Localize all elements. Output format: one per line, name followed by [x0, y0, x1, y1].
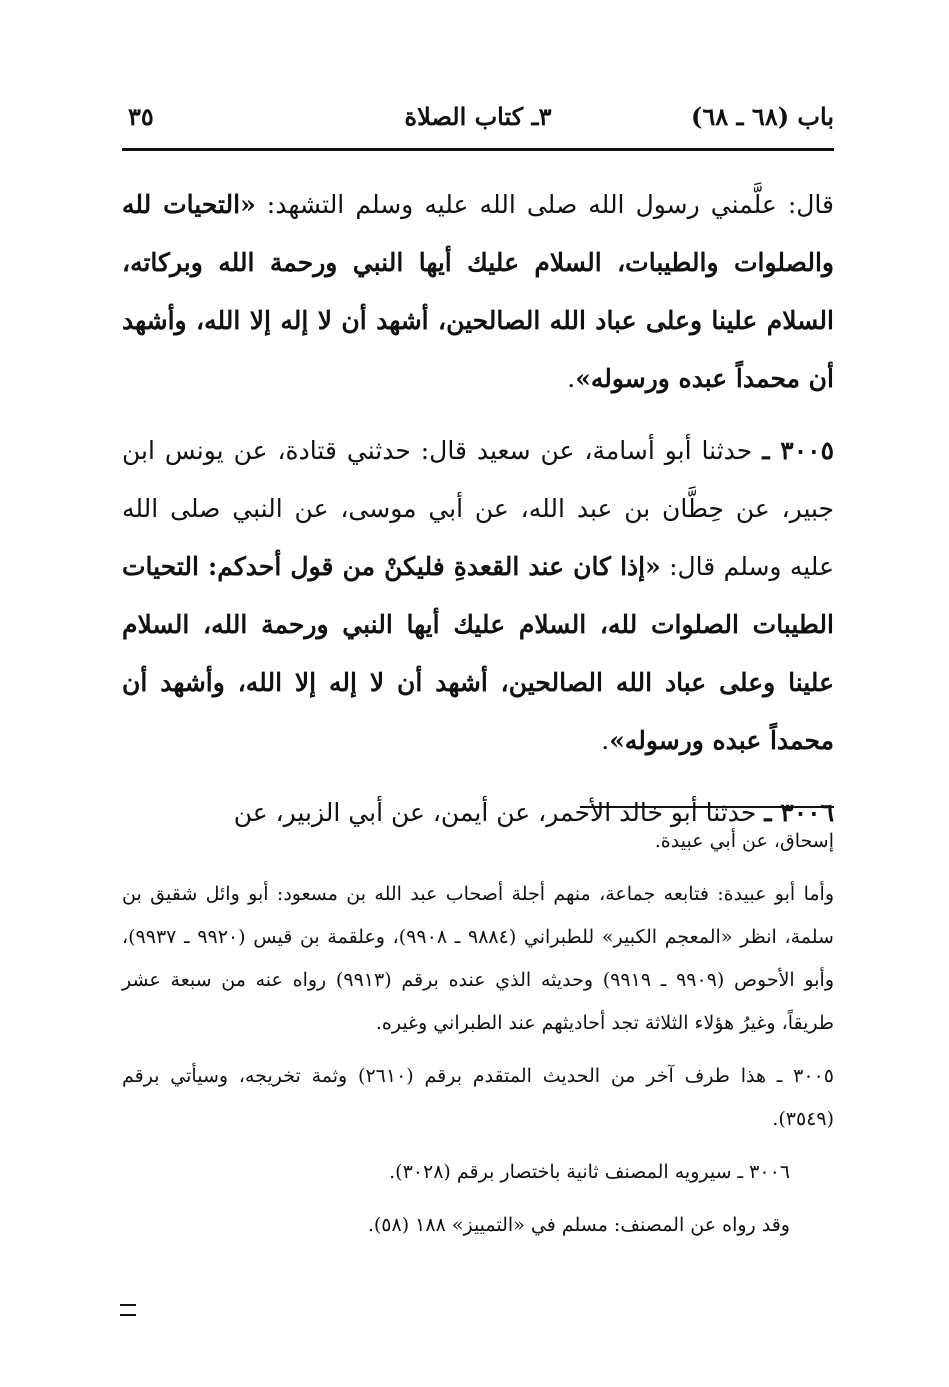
footnote: وقد رواه عن المصنف: مسلم في «التمييز» ١٨٨ (٥٨). — [367, 1214, 790, 1236]
footnote: إسحاق، عن أبي عبيدة. — [654, 830, 834, 852]
hadith-quote: «إذا كان عند القعدةِ فليكنْ من قول أحدكم: التحيات الطيبات الصلوات لله، السلام عليك أيها النبي ورحمة الله، السلام علينا وعلى عباد الله الصالحين، أشهد أن لا إله إلا الله، وأشهد أن محمداً عبده ورسوله» — [122, 552, 834, 755]
hadith-number: ٣٠٠٦ ـ — [764, 798, 834, 827]
paragraph-continuation — [122, 176, 834, 408]
book-title: ٣ـ كتاب الصلاة — [404, 102, 552, 131]
hadith-chain: حدثنا أبو خالد الأحمر، عن أيمن، عن أبي الزبير، عن — [233, 798, 765, 827]
hadith-chain: حدثنا أبو أسامة، عن سعيد قال: حدثني قتادة، عن يونس ابن جبير، عن حِطَّان بن عبد الله، عن أبي موسى، عن النبي صلى الله عليه وسلم قال: — [122, 436, 834, 581]
continuation-mark — [120, 1304, 136, 1316]
chapter-title: باب (٦٨ ـ ٦٨) — [691, 102, 834, 131]
paragraph-lead: قال: علَّمني رسول الله صلى الله عليه وسلم التشهد: — [255, 190, 834, 219]
paragraph-end: . — [601, 726, 610, 755]
main-text — [122, 176, 834, 842]
paragraph-end: . — [567, 364, 576, 393]
footnote-separator — [580, 806, 834, 808]
hadith-number: ٣٠٠٥ ـ — [762, 436, 835, 465]
hadith-3005 — [122, 422, 834, 770]
footnote: وأما أبو عبيدة: فتابعه جماعة، منهم أجلة أصحاب عبد الله بن مسعود: أبو وائل شقيق بن سلمة، انظر «المعجم الكبير» للطبراني (٩٨٨٤ ـ ٩٩٠٨)، وعلقمة بن قيس (٩٩٢٠ ـ ٩٩٣٧)، وأبو الأحوص (٩٩٠٩ ـ ٩٩١٩) وحديثه الذي عنده برقم (٩٩١٣) رواه عنه من سبعة عشر طريقاً، وغيرُ هؤلاء الثلاثة تجد أحاديثهم عند الطبراني وغيره. — [122, 883, 834, 1034]
header-rule — [122, 148, 834, 151]
footnote: ٣٠٠٦ ـ سيرويه المصنف ثانية باختصار برقم (٣٠٢٨). — [389, 1161, 790, 1183]
hadith-quote: «التحيات لله والصلوات والطيبات، السلام عليك أيها النبي ورحمة الله وبركاته، السلام علينا وعلى عباد الله الصالحين، أشهد أن لا إله إلا الله، وأشهد أن محمداً عبده ورسوله» — [122, 190, 834, 393]
running-header — [122, 96, 834, 140]
footnotes — [122, 820, 834, 1257]
footnote: ٣٠٠٥ ـ هذا طرف آخر من الحديث المتقدم برقم (٢٦١٠) وثمة تخريجه، وسيأتي برقم (٣٥٤٩). — [122, 1065, 834, 1130]
page-number: ٣٥ — [128, 102, 154, 131]
